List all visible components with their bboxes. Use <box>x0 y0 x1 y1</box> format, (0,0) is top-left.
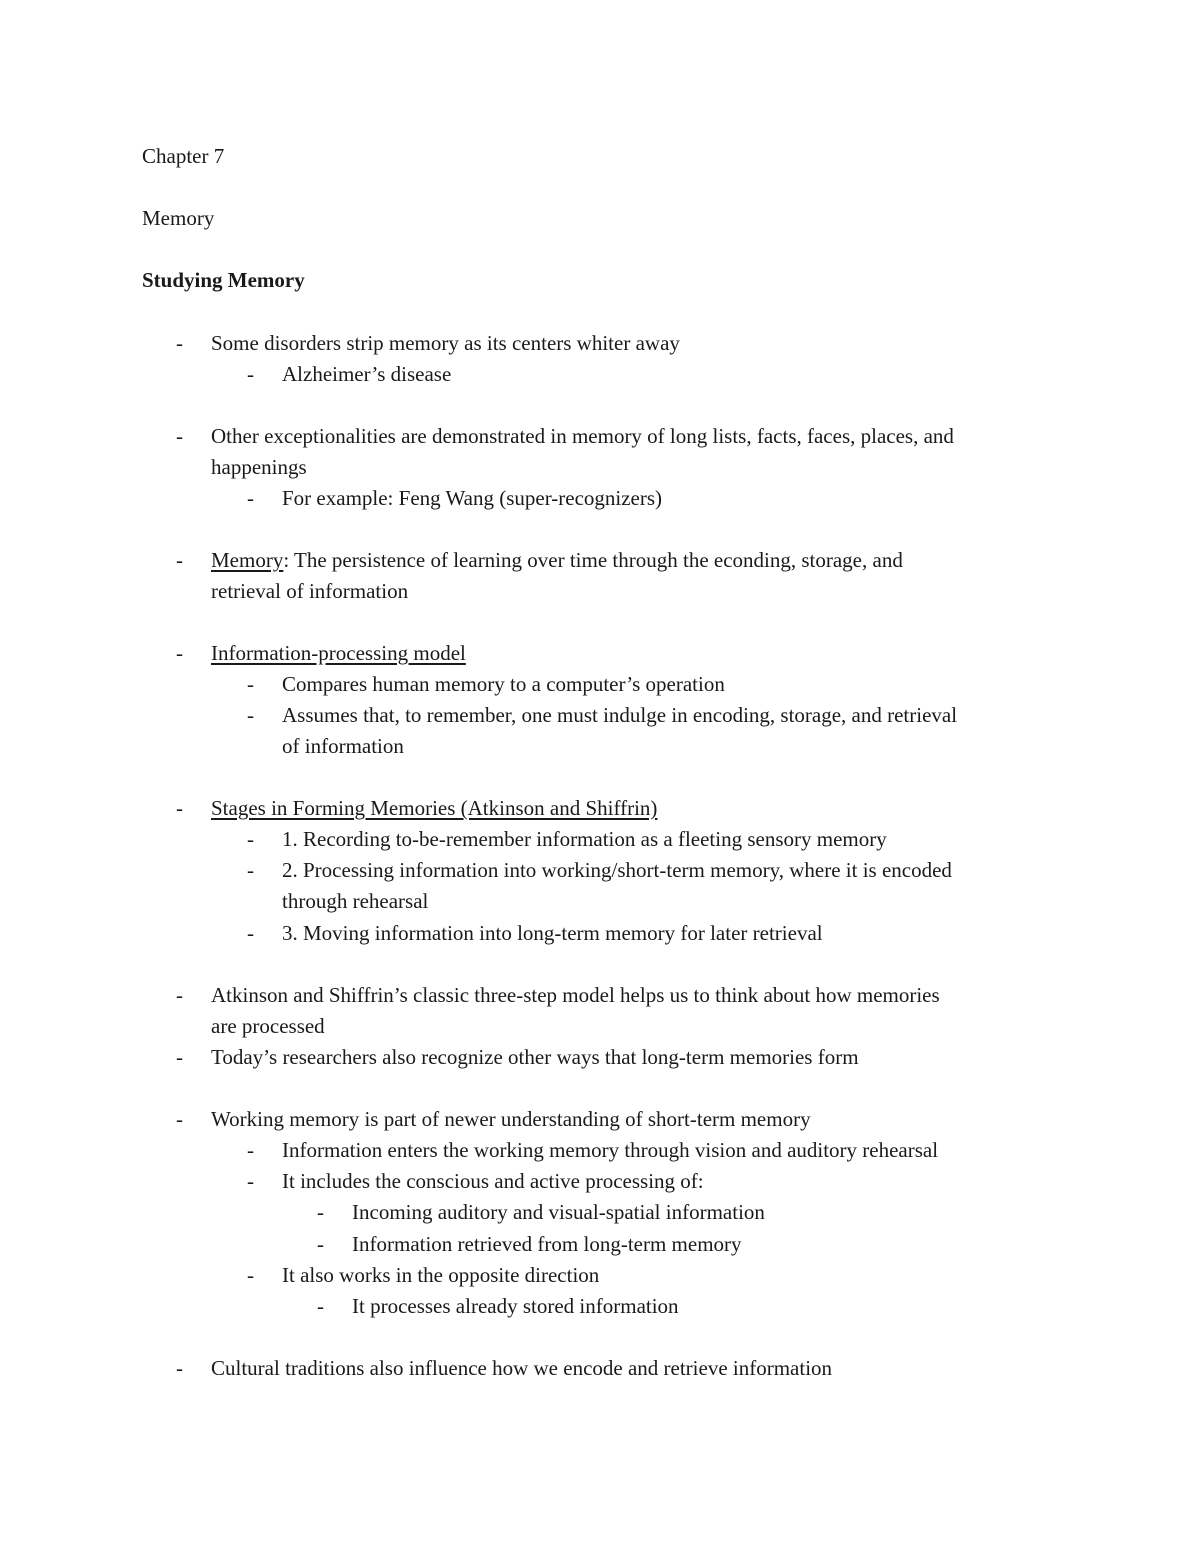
list-item-text: Alzheimer’s disease <box>282 362 452 386</box>
bullet-dash: - <box>176 983 183 1007</box>
bullet-dash: - <box>247 1169 254 1193</box>
bullet-dash: - <box>176 424 183 448</box>
list-item-text: Some disorders strip memory as its centers whiter away <box>211 331 680 355</box>
bullet-dash: - <box>247 921 254 945</box>
defined-term: Memory <box>211 548 284 572</box>
bullet-dash: - <box>247 1138 254 1162</box>
list-item-text: happenings <box>211 455 307 479</box>
list-item-text: 2. Processing information into working/short-term memory, where it is encoded <box>282 858 952 882</box>
definition-text: : The persistence of learning over time through the econding, storage, and <box>283 548 903 572</box>
list-item-text: Cultural traditions also influence how we encode and retrieve information <box>211 1356 833 1380</box>
bullet-dash: - <box>176 1356 183 1380</box>
list-item-text: Information enters the working memory through vision and auditory rehearsal <box>282 1138 939 1162</box>
list-item-text: 1. Recording to-be-remember information as a fleeting sensory memory <box>282 827 887 851</box>
list-item-text: Incoming auditory and visual-spatial information <box>352 1200 765 1224</box>
list-item-text: Information retrieved from long-term memory <box>352 1232 742 1256</box>
list-item-text: through rehearsal <box>282 889 429 913</box>
list-item-text <box>211 638 466 669</box>
subject-title: Memory <box>142 206 215 230</box>
list-item-text: It includes the conscious and active processing of: <box>282 1169 704 1193</box>
list-item-text <box>211 545 903 576</box>
bullet-dash: - <box>317 1232 324 1256</box>
bullet-dash: - <box>176 1045 183 1069</box>
bullet-dash: - <box>176 331 183 355</box>
bullet-dash: - <box>247 858 254 882</box>
list-item-text: 3. Moving information into long-term memory for later retrieval <box>282 921 823 945</box>
bullet-dash: - <box>247 703 254 727</box>
list-item-text: retrieval of information <box>211 579 409 603</box>
list-item-text: Assumes that, to remember, one must indulge in encoding, storage, and retrieval <box>282 703 958 727</box>
list-item-text: Atkinson and Shiffrin’s classic three-step model helps us to think about how memories <box>211 983 940 1007</box>
bullet-dash: - <box>176 548 183 572</box>
bullet-dash: - <box>247 362 254 386</box>
section-heading: Studying Memory <box>142 268 305 292</box>
bullet-dash: - <box>247 1263 254 1287</box>
list-item-text: For example: Feng Wang (super-recognizers) <box>282 486 663 510</box>
list-item-text: of information <box>282 734 404 758</box>
list-item-text <box>211 793 657 824</box>
list-item-text: are processed <box>211 1014 325 1038</box>
chapter-label: Chapter 7 <box>142 144 225 168</box>
defined-term: Stages in Forming Memories (Atkinson and Shiffrin) <box>211 796 658 820</box>
bullet-dash: - <box>176 796 183 820</box>
list-item-text: It also works in the opposite direction <box>282 1263 600 1287</box>
bullet-dash: - <box>247 672 254 696</box>
list-item-text: Other exceptionalities are demonstrated in memory of long lists, facts, faces, places, and <box>211 424 954 448</box>
bullet-dash: - <box>176 641 183 665</box>
bullet-dash: - <box>176 1107 183 1131</box>
list-item-text: Today’s researchers also recognize other ways that long-term memories form <box>211 1045 859 1069</box>
bullet-dash: - <box>317 1294 324 1318</box>
bullet-dash: - <box>247 486 254 510</box>
list-item-text: Working memory is part of newer understanding of short-term memory <box>211 1107 811 1131</box>
list-item-text: Compares human memory to a computer’s operation <box>282 672 725 696</box>
bullet-dash: - <box>317 1200 324 1224</box>
defined-term: Information-processing model <box>211 641 466 665</box>
list-item-text: It processes already stored information <box>352 1294 679 1318</box>
bullet-dash: - <box>247 827 254 851</box>
